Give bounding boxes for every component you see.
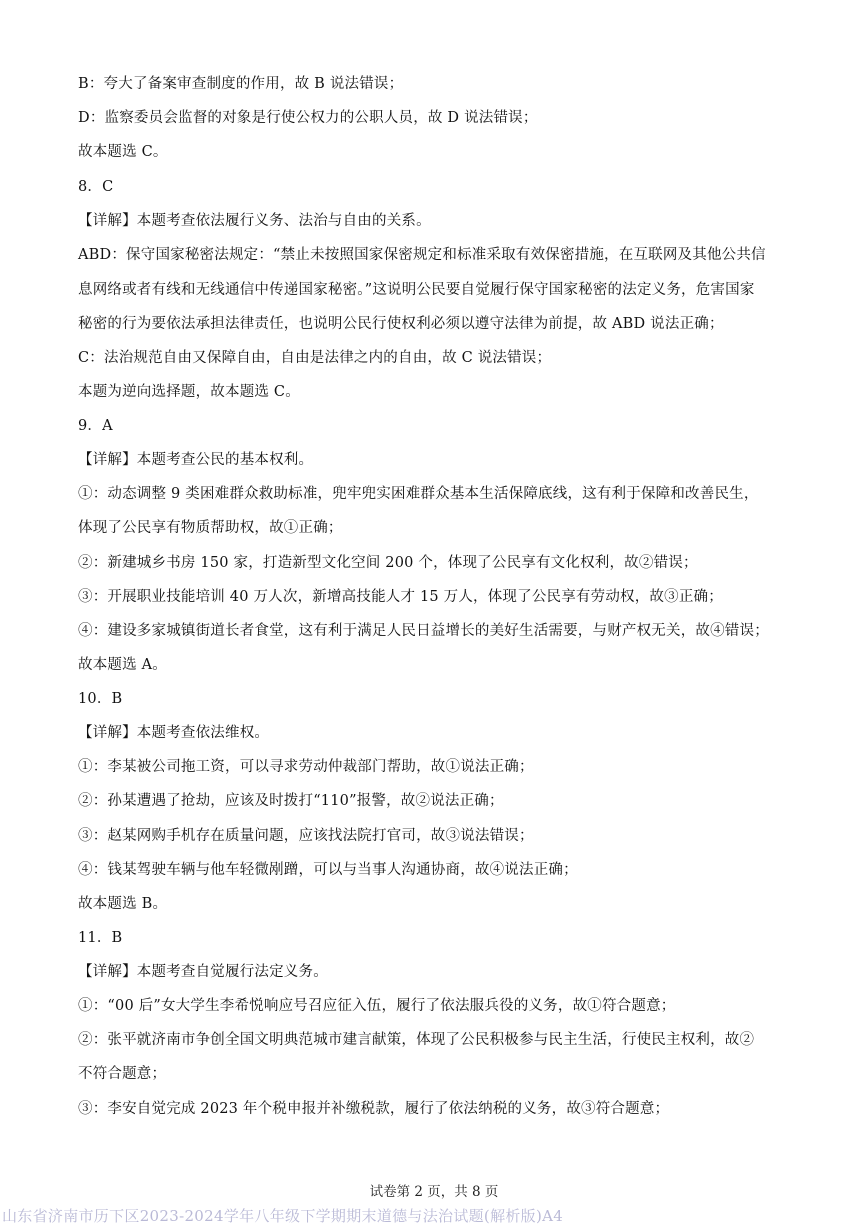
text-line: ③：赵某网购手机存在质量问题，应该找法院打官司，故③说法错误； bbox=[78, 828, 534, 844]
text-line: B：夸大了备案审查制度的作用，故 B 说法错误； bbox=[78, 76, 404, 92]
document-watermark: 山东省济南市历下区2023-2024学年八年级下学期期末道德与法治试题(解析版)A4 bbox=[2, 1207, 564, 1225]
text-line: 【详解】本题考查依法履行义务、法治与自由的关系。 bbox=[78, 213, 431, 229]
text-line: 【详解】本题考查自觉履行法定义务。 bbox=[78, 964, 328, 980]
text-line: 故本题选 A。 bbox=[78, 657, 167, 673]
text-line: ④：建设多家城镇街道长者食堂，这有利于满足人民日益增长的美好生活需要，与财产权无关，故④错误； bbox=[78, 623, 769, 639]
text-line: 【详解】本题考查依法维权。 bbox=[78, 725, 270, 741]
text-line: ABD：保守国家秘密法规定：“禁止未按照国家保密规定和标准采取有效保密措施，在互联网及其他公共信 bbox=[78, 247, 766, 263]
question-number: 9．A bbox=[78, 418, 113, 434]
text-line: ①：李某被公司拖工资，可以寻求劳动仲裁部门帮助，故①说法正确； bbox=[78, 759, 534, 775]
text-line: ②：新建城乡书房 150 家，打造新型文化空间 200 个，体现了公民享有文化权利，故②错误； bbox=[78, 555, 698, 571]
text-line: 【详解】本题考查公民的基本权利。 bbox=[78, 452, 314, 468]
page-footer: 试卷第 2 页，共 8 页 bbox=[369, 1184, 499, 1200]
question-number: 8．C bbox=[78, 179, 114, 195]
text-line: C：法治规范自由又保障自由，自由是法律之内的自由，故 C 说法错误； bbox=[78, 350, 552, 366]
text-line: ③：开展职业技能培训 40 万人次，新增高技能人才 15 万人，体现了公民享有劳动权，故③正确； bbox=[78, 589, 723, 605]
text-line: D：监察委员会监督的对象是行使公权力的公职人员，故 D 说法错误； bbox=[78, 110, 538, 126]
text-line: ①：动态调整 9 类困难群众救助标准，兜牢兜实困难群众基本生活保障底线，这有利于保障和改善民生， bbox=[78, 486, 759, 502]
text-line: 故本题选 B。 bbox=[78, 896, 168, 912]
question-number: 11．B bbox=[78, 930, 123, 946]
text-line: 不符合题意； bbox=[78, 1066, 167, 1082]
text-line: 息网络或者有线和无线通信中传递国家秘密。”这说明公民要自觉履行保守国家秘密的法定义务，危害国家 bbox=[78, 282, 755, 298]
text-line: ④：钱某驾驶车辆与他车轻微剐蹭，可以与当事人沟通协商，故④说法正确； bbox=[78, 862, 578, 878]
text-line: ①：“00 后”女大学生李希悦响应号召应征入伍，履行了依法服兵役的义务，故①符合题意； bbox=[78, 998, 676, 1014]
text-line: 故本题选 C。 bbox=[78, 144, 168, 160]
text-line: ②：孙某遭遇了抢劫，应该及时拨打“110”报警，故②说法正确； bbox=[78, 793, 504, 809]
text-line: ③：李安自觉完成 2023 年个税申报并补缴税款，履行了依法纳税的义务，故③符合题意； bbox=[78, 1101, 670, 1117]
text-line: 体现了公民享有物质帮助权，故①正确； bbox=[78, 520, 343, 536]
text-line: 秘密的行为要依法承担法律责任，也说明公民行使权利必须以遵守法律为前提，故 ABD 说法正确； bbox=[78, 316, 724, 332]
text-line: ②：张平就济南市争创全国文明典范城市建言献策，体现了公民积极参与民主生活，行使民主权利，故② bbox=[78, 1032, 755, 1048]
text-line: 本题为逆向选择题，故本题选 C。 bbox=[78, 384, 300, 400]
question-number: 10．B bbox=[78, 691, 123, 707]
